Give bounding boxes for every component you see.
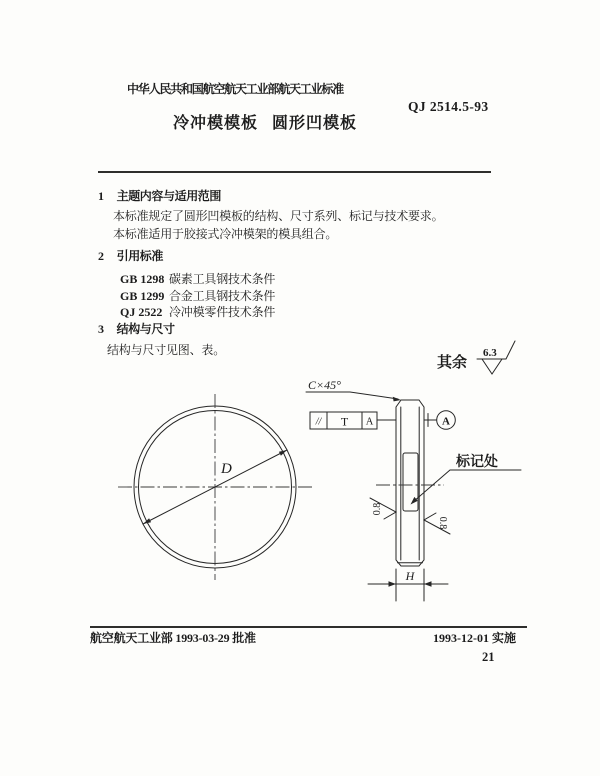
chamfer-label: C×45° xyxy=(308,378,341,392)
side-view-plate xyxy=(376,400,444,566)
approval-note: 航空航天工业部 1993-03-29 批准 xyxy=(90,631,256,645)
marking-leader xyxy=(413,470,521,502)
footer-divider xyxy=(90,626,527,628)
reference-title: 合金工具钢技术条件 xyxy=(169,288,276,303)
parallelism-symbol: // xyxy=(315,416,322,428)
chamfer-edge-lines xyxy=(401,407,419,560)
roughness-value: 0.8 xyxy=(437,516,448,530)
section-3-title: 结构与尺寸 xyxy=(116,322,175,336)
parallelism-tolerance-frame xyxy=(310,412,396,429)
marking-callout xyxy=(411,453,522,505)
marking-area xyxy=(403,453,418,511)
standard-number: QJ 2514.5-93 xyxy=(408,99,489,114)
document-title-part2: 圆形凹模板 xyxy=(272,115,358,132)
reference-code: QJ 2522 xyxy=(120,305,163,319)
roughness-symbol-triangle xyxy=(482,359,502,374)
diameter-label: D xyxy=(221,461,232,477)
datum-label: A xyxy=(442,415,450,428)
roughness-mark-right xyxy=(424,513,450,534)
dimension-arrow xyxy=(424,581,432,587)
section-1-title: 主题内容与适用范围 xyxy=(116,189,222,203)
dimension-arrow xyxy=(389,581,397,587)
section-3-number: 3 xyxy=(98,322,104,336)
section-1-paragraph-1: 本标准规定了圆形凹模板的结构、尺寸系列、标记与技术要求。 xyxy=(113,209,444,223)
chamfer-leader-arrow xyxy=(393,397,401,402)
roughness-mark-left xyxy=(370,498,396,519)
datum-symbol xyxy=(424,411,455,430)
diameter-arrow xyxy=(143,518,151,524)
section-2-number: 2 xyxy=(98,249,104,263)
reference-code: GB 1298 xyxy=(120,272,165,286)
surface-note-label: 其余 xyxy=(437,355,468,371)
diameter-arrow xyxy=(279,450,287,456)
section-1-number: 1 xyxy=(98,189,104,203)
document-title-part1: 冷冲模模板 xyxy=(173,115,259,132)
top-view-circle xyxy=(118,394,312,580)
section-3-paragraph-1: 结构与尺寸见图、表。 xyxy=(107,343,226,357)
marking-label: 标记处 xyxy=(456,455,498,470)
surface-note-value: 6.3 xyxy=(483,347,497,359)
section-2-title: 引用标准 xyxy=(116,249,164,263)
marking-leader-arrow xyxy=(411,497,418,505)
thickness-label: H xyxy=(405,569,415,583)
chamfer-leader xyxy=(306,392,398,399)
height-dimension xyxy=(368,569,448,601)
tolerance-value: T xyxy=(340,414,349,429)
reference-code: GB 1299 xyxy=(120,288,165,303)
roughness-value: 0.8 xyxy=(372,502,383,516)
chamfer-callout xyxy=(306,378,401,401)
reference-title: 冷冲模零件技术条件 xyxy=(169,305,276,319)
tolerance-datum-ref: A xyxy=(365,416,374,428)
implementation-note: 1993-12-01 实施 xyxy=(433,631,516,645)
reference-title: 碳素工具钢技术条件 xyxy=(169,272,276,286)
plate-outline xyxy=(396,400,424,566)
surface-roughness-note xyxy=(437,341,515,374)
section-1-paragraph-2: 本标准适用于胶接式冷冲模架的模具组合。 xyxy=(113,227,338,241)
page-number: 21 xyxy=(482,650,495,664)
header-organization: 中华人民共和国航空航天工业部航天工业标准 xyxy=(127,82,344,96)
